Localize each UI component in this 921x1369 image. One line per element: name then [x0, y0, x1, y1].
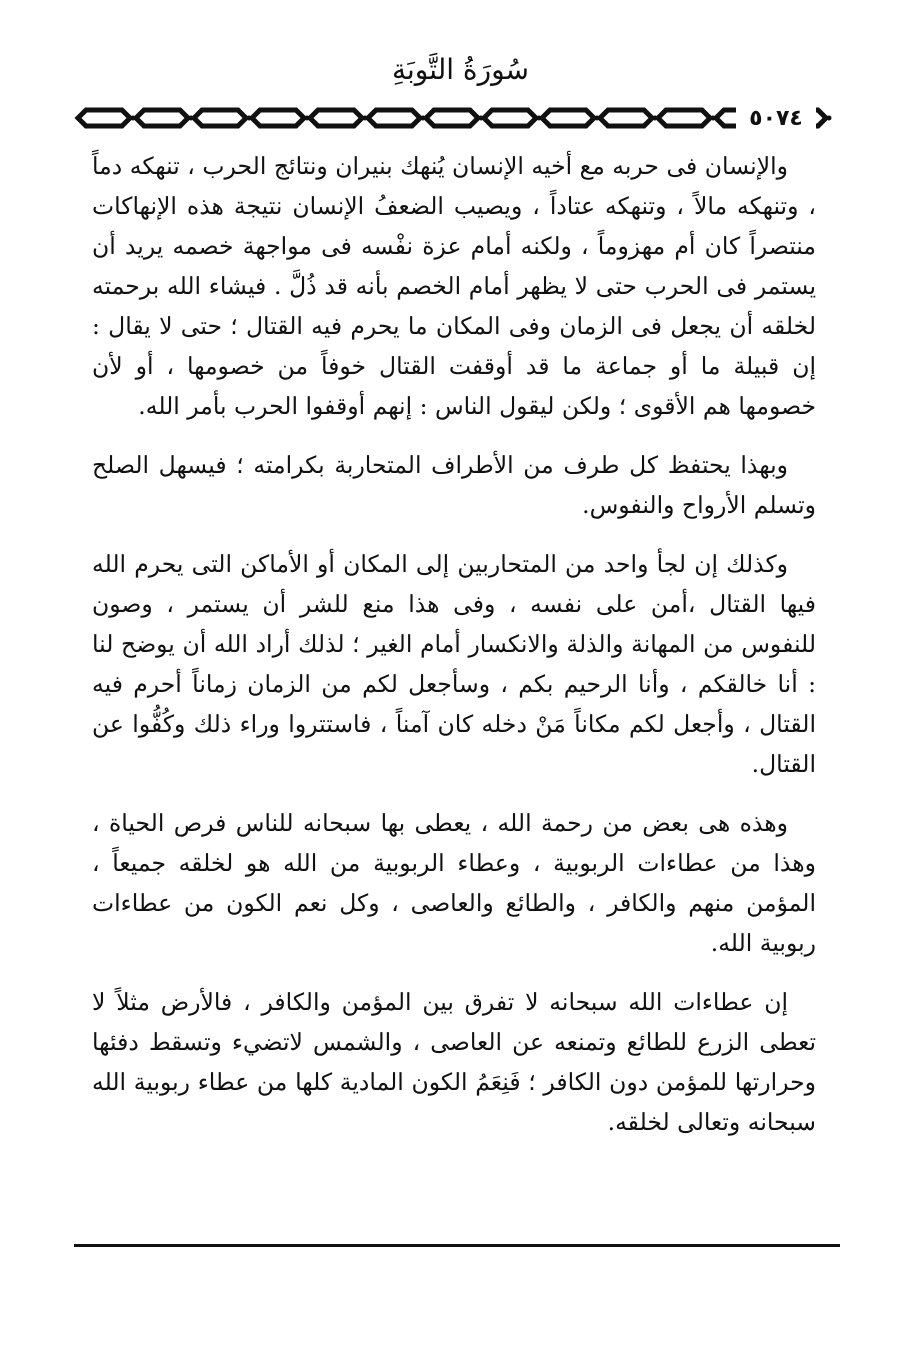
- ornament-link: [600, 110, 652, 126]
- paragraph-4: وهذه هى بعض من رحمة الله ، يعطى بها سبحانه للناس فرص الحياة ، وهذا من عطاءات الربوبية ، وعطاء الربوبية من الله هو لخلقه جميعاً ، المؤمن منهم والكافر ، والطائع والعاصى ، وكل نعم الكون من عطاءات ربوبية الله.: [92, 809, 816, 957]
- paragraph-2: وبهذا يحتفظ كل طرف من الأطراف المتحاربة بكرامته ؛ فيسهل الصلح وتسلم الأرواح والنفوس.: [92, 451, 816, 519]
- paragraph-5: إن عطاءات الله سبحانه لا تفرق بين المؤمن والكافر ، فالأرض مثلاً لا تعطى الزرع للطائع وتمنعه عن العاصى ، والشمس لاتضيء وتسقط دفئها وحرارتها للمؤمن دون الكافر ؛ فَنِعَمُ الكون المادية كلها من عطاء ربوبية الله سبحانه وتعالى لخلقه.: [92, 988, 816, 1136]
- ornament-link: [484, 110, 536, 126]
- ornament-link: [542, 110, 594, 126]
- ornament-link: [368, 110, 420, 126]
- bottom-rule: [74, 1244, 840, 1247]
- ornament-dot: [827, 116, 832, 121]
- body-text: [92, 146, 816, 1161]
- paragraph-3: وكذلك إن لجأ واحد من المتحاربين إلى المكان أو الأماكن التى يحرم الله فيها القتال ،أمن على نفسه ، وفى هذا منع للشر أن يستمر ، وصون للنفوس من المهانة والذلة والانكسار أمام الغير ؛ لذلك أراد الله أن يوضح لنا : أنا خالقكم ، وأنا الرحيم بكم ، وسأجعل لكم من الزمان زماناً أحرم فيه القتال ، وأجعل لكم مكاناً مَنْ دخله كان آمناً ، فاستتروا وراء ذلك وكُفُّوا عن القتال.: [92, 550, 816, 778]
- ornamental-border: [74, 100, 839, 136]
- paragraph-1: والإنسان فى حربه مع أخيه الإنسان يُنهك بنيران ونتائج الحرب ، تنهكه دماً ، وتنهكه مالاً ، وتنهكه عتاداً ، ويصيب الضعفُ الإنسان نتيجة هذه الإنهاكات منتصراً كان أم مهزوماً ، ولكنه أمام عزة نفْسه فى مواجهة خصمه يريد أن يستمر فى الحرب حتى لا يظهر أمام الخصم بأنه قد ذُلَّ . فيشاء الله برحمته لخلقه أن يجعل فى الزمان وفى المكان ما يحرم فيه القتال ؛ حتى لا يقال : إن قبيلة ما أو جماعة ما قد أوقفت القتال خوفاً من خصومها ، أو لأن خصومها هم الأقوى ؛ ولكن ليقول الناس : إنهم أوقفوا الحرب بأمر الله.: [92, 152, 816, 420]
- ornament-link: [658, 110, 710, 126]
- page-number: ٥٠٧٤: [736, 100, 816, 136]
- ornament-link: [426, 110, 478, 126]
- ornament-link: [310, 110, 362, 126]
- surah-title: سُورَةُ التَّوبَةِ: [391, 53, 530, 86]
- ornament-link: [194, 110, 246, 126]
- ornament-link: [78, 110, 130, 126]
- ornament-link: [136, 110, 188, 126]
- ornament-link: [252, 110, 304, 126]
